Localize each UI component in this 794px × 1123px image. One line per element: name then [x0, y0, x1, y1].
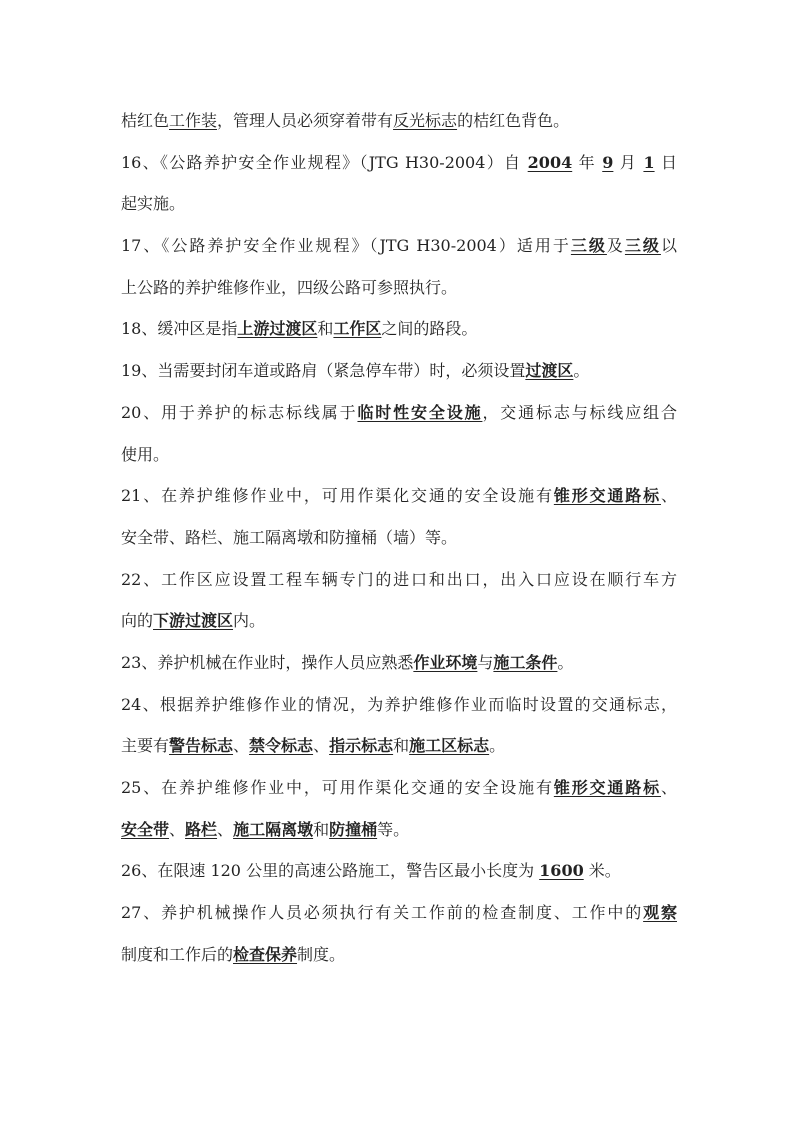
text-segment: 和 [317, 319, 334, 339]
text-segment: 以 [660, 236, 677, 256]
text-line [121, 809, 677, 851]
text-line [121, 850, 677, 892]
text-segment: 桔红色 [121, 111, 170, 130]
text-line [121, 100, 677, 142]
answer-blank: 安全带 [121, 819, 170, 839]
text-line [121, 267, 677, 309]
answer-blank: 临时性安全设施 [357, 402, 483, 422]
answer-blank: 检查保养 [233, 944, 298, 964]
answer-blank: 9 [602, 152, 614, 172]
answer-blank: 过渡区 [525, 361, 574, 381]
answer-blank: 施工隔离墩 [233, 819, 314, 839]
text-line [121, 392, 677, 434]
text-segment: 米。 [583, 861, 621, 881]
answer-blank: 警告标志 [169, 736, 234, 756]
text-line [121, 225, 677, 267]
text-line [121, 183, 677, 225]
text-line [121, 642, 677, 684]
text-segment: 。 [489, 736, 506, 756]
text-segment: 23、养护机械在作业时，操作人员应熟悉 [121, 652, 414, 672]
text-segment: 24、根据养护维修作业的情况，为养护维修作业而临时设置的交通标志， [121, 694, 677, 714]
text-segment: 25、在养护维修作业中，可用作渠化交通的安全设施有 [121, 778, 554, 797]
answer-blank: 锥形交通路标 [553, 486, 661, 506]
text-line [121, 892, 677, 934]
text-segment: 制度和工作后的 [121, 944, 234, 964]
answer-blank: 上游过渡区 [237, 319, 318, 339]
text-segment: ，管理人员必须穿着带有 [217, 111, 394, 130]
text-segment: 20、用于养护的标志标线属于 [121, 402, 358, 422]
answer-blank: 锥形交通路标 [553, 778, 661, 797]
text-line [121, 142, 677, 184]
answer-blank: 1600 [539, 861, 584, 881]
text-segment: 16、《公路养护安全作业规程》（JTG H30-2004）自 [121, 152, 528, 172]
answer-blank: 三级 [570, 236, 607, 256]
text-segment: 21、在养护维修作业中，可用作渠化交通的安全设施有 [121, 486, 554, 506]
text-segment: 日 [654, 152, 677, 172]
answer-blank: 禁令标志 [249, 736, 314, 756]
text-segment: 及 [606, 236, 625, 256]
answer-blank: 指示标志 [329, 736, 394, 756]
text-segment: 年 [572, 152, 603, 172]
text-segment: 等。 [377, 819, 410, 839]
text-segment: 与 [477, 652, 494, 672]
text-segment: 、 [313, 736, 330, 756]
answer-blank: 工作区 [333, 319, 382, 339]
text-line [121, 725, 677, 767]
text-segment: 18、缓冲区是指 [121, 319, 238, 339]
text-line [121, 600, 677, 642]
text-segment: 上公路的养护维修作业，四级公路可参照执行。 [121, 277, 458, 297]
answer-blank: 工作装 [169, 111, 218, 130]
answer-blank: 下游过渡区 [153, 611, 234, 631]
answer-blank: 防撞桶 [329, 819, 378, 839]
text-line [121, 517, 677, 559]
text-segment: 。 [573, 361, 590, 381]
answer-blank: 作业环境 [413, 652, 478, 672]
text-segment: 起实施。 [121, 194, 186, 214]
text-segment: 之间的路段。 [381, 319, 478, 339]
text-segment: 17、《公路养护安全作业规程》（JTG H30-2004）适用于 [121, 236, 571, 256]
text-segment: 、 [169, 819, 186, 839]
text-segment: 和 [313, 819, 330, 839]
text-segment: 、 [233, 736, 250, 756]
text-segment: ，交通标志与标线应组合 [482, 402, 677, 422]
answer-blank: 观察 [643, 903, 677, 923]
text-segment: 19、当需要封闭车道或路肩（紧急停车带）时，必须设置 [121, 361, 526, 381]
text-line [121, 684, 677, 726]
text-line [121, 434, 677, 476]
answer-blank: 路栏 [185, 819, 218, 839]
text-segment: 和 [393, 736, 410, 756]
text-segment: 主要有 [121, 736, 170, 756]
answer-blank: 反光标志 [393, 111, 458, 130]
text-segment: 制度。 [297, 944, 346, 964]
text-segment: 26、在限速 120 公里的高速公路施工，警告区最小长度为 [121, 861, 540, 881]
text-line [121, 308, 677, 350]
text-segment: 向的 [121, 611, 154, 631]
text-line [121, 934, 677, 976]
text-line [121, 767, 677, 809]
answer-blank: 1 [643, 152, 655, 172]
answer-blank: 三级 [624, 236, 661, 256]
answer-blank: 2004 [527, 152, 573, 172]
text-segment: 、 [217, 819, 234, 839]
text-segment: 月 [613, 152, 644, 172]
text-segment: 、 [660, 486, 677, 506]
text-segment: 22、工作区应设置工程车辆专门的进口和出口，出入口应设在顺行车方 [121, 569, 677, 589]
text-segment: 27、养护机械操作人员必须执行有关工作前的检查制度、工作中的 [121, 903, 644, 923]
text-line [121, 559, 677, 601]
text-segment: 、 [660, 778, 677, 797]
answer-blank: 施工条件 [493, 652, 558, 672]
text-segment: 内。 [233, 611, 266, 631]
answer-blank: 施工区标志 [409, 736, 490, 756]
text-segment: 的桔红色背色。 [457, 111, 570, 130]
text-segment: 安全带、路栏、施工隔离墩和防撞桶（墙）等。 [121, 527, 458, 547]
document-body [121, 100, 677, 975]
text-segment: 。 [557, 652, 574, 672]
text-segment: 使用。 [121, 444, 170, 464]
text-line [121, 350, 677, 392]
text-line [121, 475, 677, 517]
